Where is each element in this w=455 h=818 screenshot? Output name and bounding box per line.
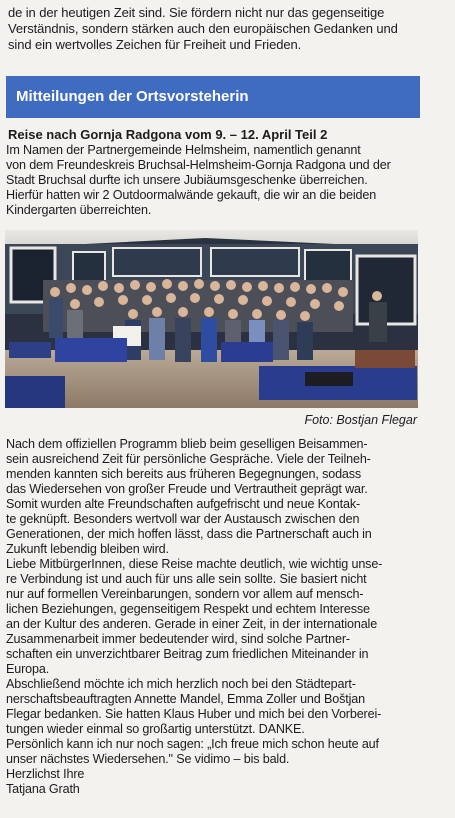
text-line: Verständnis, sondern stärken auch den europäischen Gedanken und [8,21,398,36]
text-line: Zusammenarbeit immer bedeutender wird, sind solche Partner- [6,632,350,646]
lead-paragraph [6,143,418,218]
text-line: te geknüpft. Besonders wertvoll war der Austausch zwischen den [6,512,360,526]
text-line: unser nächstes Wiedersehen." Se vidimo – bis bald. [6,752,290,766]
article-title: Reise nach Gornja Radgona vom 9. – 12. April Teil 2 [8,127,328,142]
text-line: nur auf formellen Vereinbarungen, sondern vor allem auf mensch- [6,587,364,601]
text-line: Hierfür hatten wir 2 Outdoormalwände gekauft, die wir an die beiden [6,188,377,202]
intro-paragraph [8,5,448,53]
text-line: Kindergarten überreichten. [6,203,152,217]
text-line: nerschaftsbeauftragten Annette Mandel, Emma Zoller und Boštjan [6,692,365,706]
photo-caption: Foto: Bostjan Flegar [304,413,417,427]
text-line: Im Namen der Partnergemeinde Helmsheim, namentlich genannt [6,143,361,157]
signature-name: Tatjana Grath [6,782,80,796]
article-body [6,437,418,797]
text-line: schaften ein unverzichtbarer Beitrag zum friedlichen Miteinander in [6,647,369,661]
text-line: Nach dem offiziellen Programm blieb beim geselligen Beisammen- [6,437,368,451]
text-line: Europa. [6,662,50,676]
text-line: de in der heutigen Zeit sind. Sie fördern nicht nur das gegenseitige [8,5,385,20]
text-line: Flegar bedanken. Sie hatten Klaus Huber und mich bei den Vorberei- [6,707,382,721]
text-line: Stadt Bruchsal durfte ich unsere Jubiäumsgeschenke überreichen. [6,173,368,187]
section-title: Mitteilungen der Ortsvorsteherin [16,88,249,105]
text-line: re Verbindung ist und auch für uns alle sein sollte. Sie basiert nicht [6,572,367,586]
text-line: Abschließend möchte ich mich herzlich noch bei den Städtepart- [6,677,356,691]
text-line: von dem Freundeskreis Bruchsal-Helmsheim-Gornja Radgona und der [6,158,391,172]
text-line: an der Kultur des anderen. Gerade in einer Zeit, in der internationale [6,617,378,631]
signature-greeting: Herzlichst Ihre [6,767,85,781]
text-line: tungen wieder einmal so großartig unterstützt. DANKE. [6,722,305,736]
text-line: Somit wurden alte Freundschaften aufgefrischt und neue Kontak- [6,497,361,511]
text-line: lichen Beziehungen, gegenseitigem Respekt und echtem Interesse [6,602,370,616]
text-line: das Wiedersehen von großer Freude und Vertrautheit geprägt war. [6,482,368,496]
group-photo [5,230,418,408]
text-line: sind ein wertvolles Zeichen für Freiheit und Frieden. [8,37,302,52]
section-banner [6,76,420,118]
text-line: menden kannten sich bereits aus früheren Begegnungen, sodass [6,467,362,481]
text-line: Persönlich kann ich nur noch sagen: „Ich freue mich schon heute auf [6,737,379,751]
text-line: Generationen, der mich hoffen lässt, dass die Partnerschaft auch in [6,527,372,541]
text-line: Zukunft lebendig bleiben wird. [6,542,169,556]
text-line: Liebe MitbürgerInnen, diese Reise machte deutlich, wie wichtig unse- [6,557,383,571]
text-line: sein ausreichend Zeit für persönliche Gespräche. Viele der Teilneh- [6,452,371,466]
